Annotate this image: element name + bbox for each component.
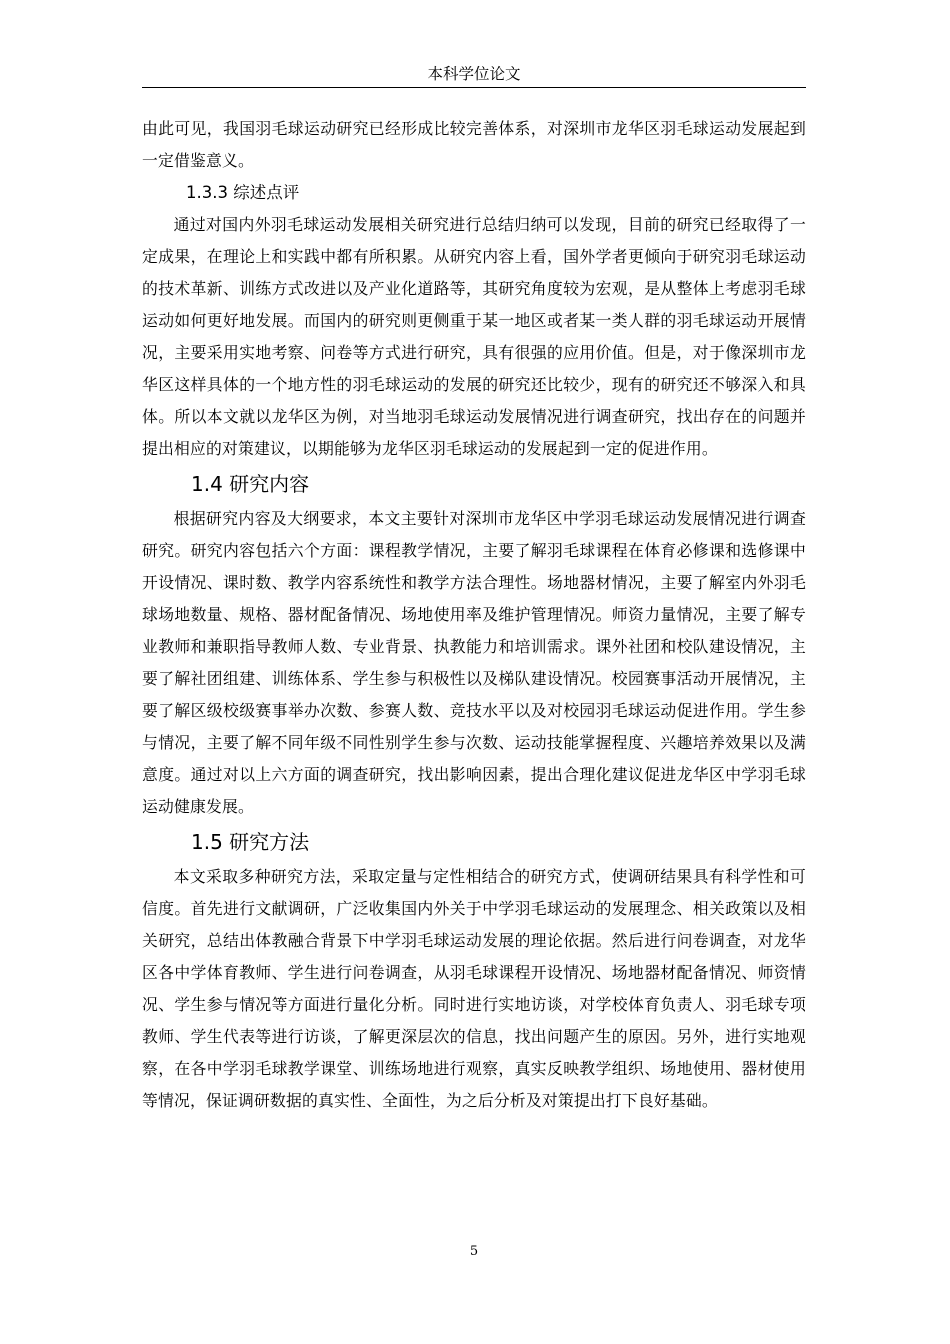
review-comment-paragraph: 通过对国内外羽毛球运动发展相关研究进行总结归纳可以发现，目前的研究已经取得了一定成果，在理论上和实践中都有所积累。从研究内容上看，国外学者更倾向于研究羽毛球运动的技术革新、训练方式改进以及产业化道路等，其研究角度较为宏观，是从整体上考虑羽毛球运动如何更好地发展。而国内的研究则更侧重于某一地区或者某一类人群的羽毛球运动开展情况，主要采用实地考察、问卷等方式进行研究，具有很强的应用价值。但是，对于像深圳市龙华区这样具体的一个地方性的羽毛球运动的发展的研究还比较少，现有的研究还不够深入和具体。所以本文就以龙华区为例，对当地羽毛球运动发展情况进行调查研究，找出存在的问题并提出相应的对策建议，以期能够为龙华区羽毛球运动的发展起到一定的促进作用。	[142, 215, 806, 458]
section-heading-1-5: 1.5 研究方法	[191, 830, 310, 854]
page-header-title: 本科学位论文	[427, 65, 521, 83]
section-heading-1-3-3: 1.3.3 综述点评	[186, 183, 300, 202]
research-methods-paragraph: 本文采取多种研究方法，采取定量与定性相结合的研究方式，使调研结果具有科学性和可信度。首先进行文献调研，广泛收集国内外关于中学羽毛球运动的发展理念、相关政策以及相关研究，总结出体教融合背景下中学羽毛球运动发展的理论依据。然后进行问卷调查，对龙华区各中学体育教师、学生进行问卷调查，从羽毛球课程开设情况、场地器材配备情况、师资情况、学生参与情况等方面进行量化分析。同时进行实地访谈，对学校体育负责人、羽毛球专项教师、学生代表等进行访谈，了解更深层次的信息，找出问题产生的原因。另外，进行实地观察，在各中学羽毛球教学课堂、训练场地进行观察，真实反映教学组织、场地使用、器材使用等情况，保证调研数据的真实性、全面性，为之后分析及对策提出打下良好基础。	[142, 867, 806, 1110]
intro-paragraph: 由此可见，我国羽毛球运动研究已经形成比较完善体系，对深圳市龙华区羽毛球运动发展起到一定借鉴意义。	[142, 119, 806, 170]
document-body	[142, 113, 806, 1117]
header-divider	[142, 87, 806, 88]
page-number: 5	[469, 1244, 479, 1259]
section-heading-1-4: 1.4 研究内容	[191, 472, 310, 496]
research-content-paragraph: 根据研究内容及大纲要求，本文主要针对深圳市龙华区中学羽毛球运动发展情况进行调查研究。研究内容包括六个方面：课程教学情况，主要了解羽毛球课程在体育必修课和选修课中开设情况、课时数、教学内容系统性和教学方法合理性。场地器材情况，主要了解室内外羽毛球场地数量、规格、器材配备情况、场地使用率及维护管理情况。师资力量情况，主要了解专业教师和兼职指导教师人数、专业背景、执教能力和培训需求。课外社团和校队建设情况，主要了解社团组建、训练体系、学生参与积极性以及梯队建设情况。校园赛事活动开展情况，主要了解区级校级赛事举办次数、参赛人数、竞技水平以及对校园羽毛球运动促进作用。学生参与情况，主要了解不同年级不同性别学生参与次数、运动技能掌握程度、兴趣培养效果以及满意度。通过对以上六方面的调查研究，找出影响因素，提出合理化建议促进龙华区中学羽毛球运动健康发展。	[142, 509, 806, 816]
